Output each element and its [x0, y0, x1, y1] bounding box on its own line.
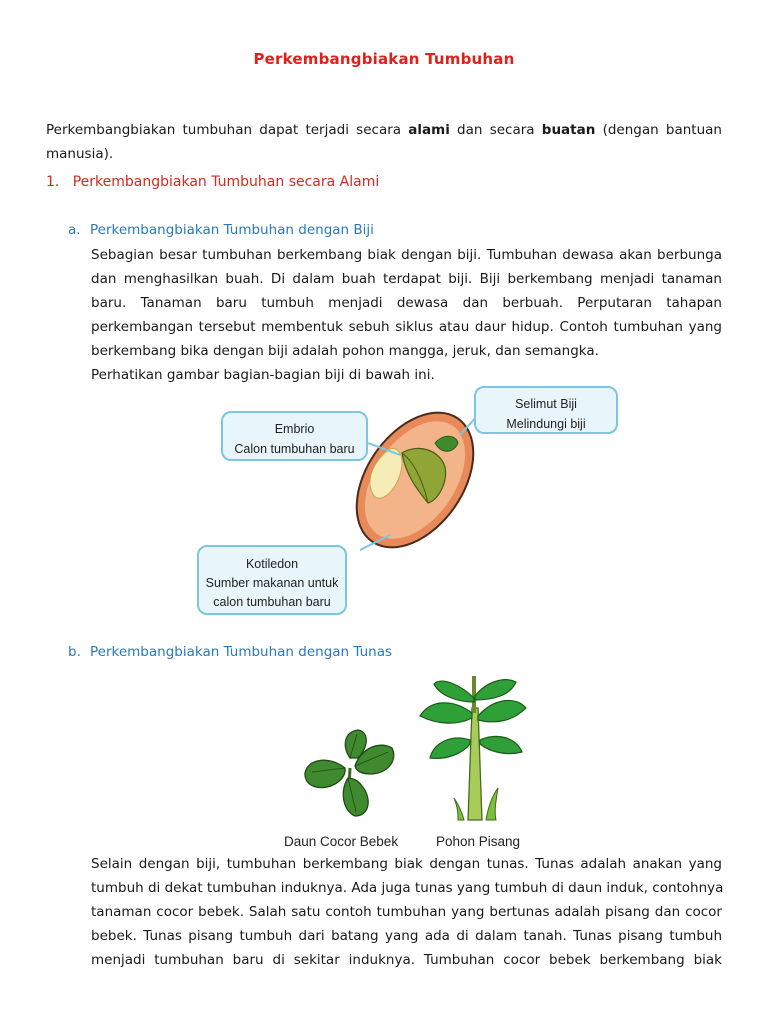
callout-kotiledon: [197, 545, 347, 615]
section-1-number: 1.: [46, 174, 60, 190]
cocor-bebek-illustration: [300, 728, 400, 823]
subsection-a-paragraph: [91, 243, 722, 387]
callout-kotiledon-desc: calon tumbuhan baru: [213, 595, 331, 609]
intro-text-mid: dan secara: [449, 122, 542, 138]
para-b-line: tumbuh di dekat tumbuhan induknya. Ada juga tunas yang tumbuh di daun induk, contohnya: [91, 880, 724, 896]
callout-kotiledon-title: Kotiledon: [245, 557, 299, 571]
keyword-buatan: buatan: [541, 122, 596, 138]
subsection-b-heading: [68, 644, 392, 660]
pohon-pisang-illustration: [412, 668, 532, 828]
para-a-line: berkembang bika dengan biji adalah pohon mangga, jeruk, dan semangka.: [91, 343, 599, 359]
keyword-alami: alami: [408, 122, 450, 138]
intro-text-start: Perkembangbiakan tumbuhan dapat terjadi secara: [46, 122, 409, 138]
subsection-b-paragraph: [91, 852, 722, 972]
intro-text-end: (dengan bantuan: [595, 122, 722, 138]
subsection-b-letter: b.: [68, 644, 81, 660]
para-a-line: baru. Tanaman baru tumbuh menjadi dewasa dan berbuah. Perputaran tahapan: [91, 295, 722, 311]
para-b-line: bebek. Tunas pisang tumbuh dari batang yang ada di dalam tanah. Tunas pisang tumbuh: [91, 928, 722, 944]
caption-pohon-pisang: Pohon Pisang: [436, 834, 521, 849]
para-b-line: Selain dengan biji, tumbuhan berkembang biak dengan tunas. Tunas adalah anakan yang: [91, 856, 722, 872]
callout-embrio-desc: Calon tumbuhan baru: [234, 442, 355, 456]
callout-kotiledon-desc: Sumber makanan untuk: [205, 576, 339, 590]
intro-line-2: manusia).: [46, 146, 114, 162]
intro-paragraph: [46, 118, 722, 166]
para-a-note: Perhatikan gambar bagian-bagian biji di bawah ini.: [91, 367, 435, 383]
intro-line-1: [46, 118, 722, 142]
callout-selimut-biji: [474, 386, 618, 434]
para-a-line: perkembangan tersebut membentuk sebuh siklus atau daur hidup. Contoh tumbuhan yang: [91, 319, 722, 335]
callout-selimut-title: Selimut Biji: [515, 397, 577, 411]
para-b-line: menjadi tumbuhan baru di sekitar induknya. Tumbuhan cocor bebek berkembang biak: [91, 952, 722, 968]
callout-embrio-title: Embrio: [274, 422, 315, 436]
para-b-line: tanaman cocor bebek. Salah satu contoh tumbuhan yang bertunas adalah pisang dan cocor: [91, 904, 722, 920]
section-1-title: Perkembangbiakan Tumbuhan secara Alami: [72, 174, 380, 190]
subsection-a-title: Perkembangbiakan Tumbuhan dengan Biji: [90, 222, 374, 238]
page-title: Perkembangbiakan Tumbuhan: [253, 50, 515, 68]
subsection-a-letter: a.: [68, 222, 81, 238]
callout-selimut-desc: Melindungi biji: [506, 417, 586, 431]
subsection-b-title: Perkembangbiakan Tumbuhan dengan Tunas: [90, 644, 393, 660]
subsection-a-heading: [68, 222, 374, 238]
section-1-heading: [46, 174, 379, 190]
callout-embrio: [221, 411, 368, 461]
para-a-line: Sebagian besar tumbuhan berkembang biak dengan biji. Tumbuhan dewasa akan berbunga: [91, 247, 722, 263]
caption-cocor-bebek: Daun Cocor Bebek: [284, 834, 399, 849]
callout-connector: [360, 395, 490, 560]
para-a-line: dan menghasilkan buah. Di dalam buah terdapat biji. Biji berkembang menjadi tanaman: [91, 271, 722, 287]
